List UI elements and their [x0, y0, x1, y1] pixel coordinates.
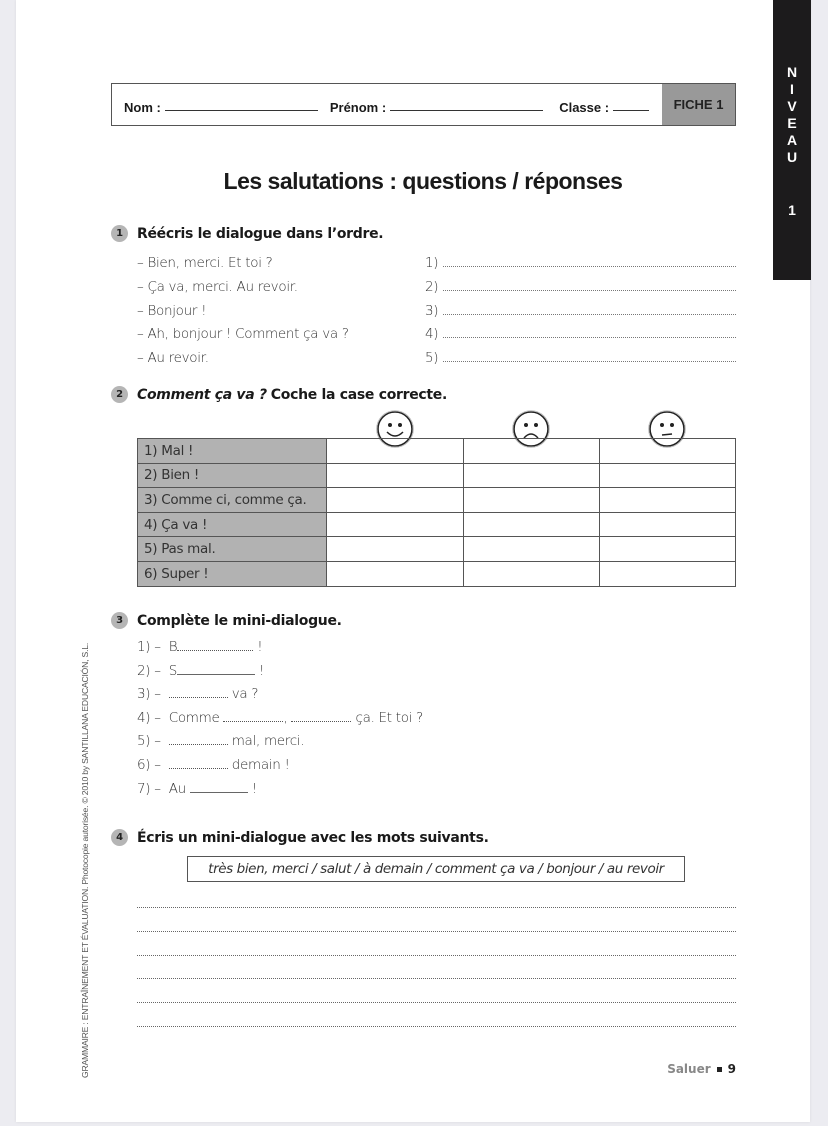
row-suffix: ! [251, 780, 258, 797]
exercise-2-heading [111, 386, 447, 403]
fill-blank[interactable] [169, 732, 228, 745]
answer-number: 1) [425, 255, 439, 271]
page-footer [667, 1062, 736, 1076]
sad-checkbox[interactable] [463, 488, 599, 513]
answer-number: 4) [425, 326, 439, 343]
prenom-blank[interactable] [390, 110, 543, 111]
order-answers [425, 253, 736, 372]
fill-blank[interactable] [190, 780, 248, 793]
answer-row[interactable] [425, 301, 736, 325]
sad-checkbox[interactable] [463, 439, 599, 464]
row-separator: , [283, 709, 288, 726]
footer-section: Saluer [667, 1062, 711, 1076]
exercise-number-badge: 4 [111, 829, 128, 846]
row-number: 4) – [137, 709, 161, 726]
row-number: 7) – [137, 780, 161, 797]
answer-line[interactable] [443, 301, 736, 315]
row-suffix: mal, merci. [231, 733, 305, 750]
dialogue-line: – Ah, bonjour ! Comment ça va ? [137, 326, 349, 343]
page-title: Les salutations : questions / réponses [223, 168, 623, 194]
table-row [138, 512, 736, 537]
neutral-checkbox[interactable] [599, 561, 735, 586]
feeling-checkbox-table [137, 438, 736, 587]
table-row [138, 561, 736, 586]
dialogue-row [137, 731, 423, 755]
answer-number: 2) [425, 278, 439, 295]
row-label: 6) Super ! [138, 561, 327, 586]
row-number: 6) – [137, 756, 161, 773]
row-prefix: Comme [168, 709, 220, 726]
prenom-field[interactable] [330, 95, 543, 115]
dialogue-line: – Au revoir. [137, 350, 209, 367]
writing-line[interactable] [137, 931, 736, 932]
exercise-number-badge: 1 [111, 225, 128, 242]
dialogue-row [137, 779, 423, 803]
happy-checkbox[interactable] [327, 512, 463, 537]
answer-line[interactable] [443, 253, 736, 267]
sad-checkbox[interactable] [463, 463, 599, 488]
neutral-checkbox[interactable] [599, 537, 735, 562]
answer-row[interactable] [425, 253, 736, 277]
row-prefix: S [168, 662, 177, 679]
neutral-checkbox[interactable] [599, 439, 735, 464]
page-number: 9 [727, 1062, 736, 1076]
table-row [138, 488, 736, 513]
niveau-tab [773, 0, 811, 280]
exercise-3-heading [111, 612, 342, 629]
answer-row[interactable] [425, 348, 736, 372]
row-label: 4) Ça va ! [138, 512, 327, 537]
row-suffix: ça. Et toi ? [355, 709, 424, 726]
row-prefix: B [168, 639, 178, 655]
sad-checkbox[interactable] [463, 561, 599, 586]
dialogue-row [137, 661, 423, 685]
happy-checkbox[interactable] [327, 561, 463, 586]
face-header [327, 410, 736, 440]
student-info-header [111, 83, 736, 126]
classe-blank[interactable] [613, 110, 649, 111]
word-bank: très bien, merci / salut / à demain / comment ça va / bonjour / au revoir [187, 856, 685, 882]
happy-checkbox[interactable] [327, 439, 463, 464]
dialogue-row [137, 637, 423, 661]
answer-number: 3) [425, 302, 439, 319]
niveau-letter: V [787, 98, 797, 114]
nom-label: Nom : [124, 99, 161, 115]
nom-blank[interactable] [165, 110, 318, 111]
exercise-4-heading [111, 829, 489, 846]
dialogue-line: – Bonjour ! [137, 302, 207, 319]
niveau-letters [773, 64, 811, 166]
neutral-checkbox[interactable] [599, 488, 735, 513]
dialogue-line: – Ça va, merci. Au revoir. [137, 278, 298, 295]
fill-blank[interactable] [169, 685, 228, 698]
row-suffix: va ? [231, 686, 259, 703]
niveau-letter: A [786, 132, 798, 148]
row-number: 2) – [137, 662, 161, 679]
happy-checkbox[interactable] [327, 463, 463, 488]
happy-checkbox[interactable] [327, 537, 463, 562]
row-label: 5) Pas mal. [138, 537, 327, 562]
dialogue-line: – Bien, merci. Et toi ? [137, 255, 273, 271]
sad-checkbox[interactable] [463, 537, 599, 562]
neutral-checkbox[interactable] [599, 463, 735, 488]
fill-blank[interactable] [177, 662, 255, 675]
row-number: 3) – [137, 686, 161, 703]
row-number: 5) – [137, 733, 161, 750]
row-number: 1) – [137, 639, 161, 655]
exercise-instruction: Coche la case correcte. [270, 386, 448, 403]
row-suffix: ! [257, 639, 263, 655]
classe-field[interactable] [559, 95, 649, 115]
prenom-label: Prénom : [329, 99, 387, 115]
dialogue-row [137, 755, 423, 779]
writing-line[interactable] [137, 978, 736, 979]
answer-line[interactable] [443, 348, 736, 362]
exercise-number-badge: 3 [111, 612, 128, 629]
square-bullet-icon [717, 1067, 722, 1072]
fill-blank[interactable] [169, 756, 228, 769]
row-prefix: Au [168, 780, 186, 797]
dialogue-lines [137, 253, 349, 372]
mini-dialogue [137, 637, 423, 802]
row-label: 2) Bien ! [138, 463, 327, 488]
niveau-letter: N [786, 64, 798, 80]
writing-line[interactable] [137, 1002, 736, 1003]
happy-checkbox[interactable] [327, 488, 463, 513]
nom-field[interactable] [124, 95, 318, 115]
writing-line[interactable] [137, 907, 736, 908]
niveau-letter: U [786, 149, 798, 165]
exercise-instruction-italic: Comment ça va ? [137, 386, 267, 403]
answer-row[interactable] [425, 324, 736, 348]
answer-line[interactable] [443, 277, 736, 291]
exercise-1-heading [111, 225, 383, 242]
row-suffix: ! [258, 662, 265, 679]
writing-line[interactable] [137, 1026, 736, 1027]
row-label: 1) Mal ! [138, 439, 327, 464]
exercise-number-badge: 2 [111, 386, 128, 403]
copyright-note: GRAMMAIRE : ENTRAÎNEMENT ET ÉVALUATION. Photocopie autorisée. © 2010 by SANTILLANA EDUCACIÓN, S.L. [80, 642, 90, 1078]
answer-line[interactable] [443, 324, 736, 338]
table-row [138, 537, 736, 562]
writing-line[interactable] [137, 955, 736, 956]
niveau-letter: I [790, 81, 794, 97]
row-suffix: demain ! [231, 756, 290, 773]
table-row [138, 463, 736, 488]
answer-number: 5) [425, 350, 439, 367]
table-row [138, 439, 736, 464]
classe-label: Classe : [559, 99, 610, 115]
dialogue-row [137, 708, 423, 732]
answer-row[interactable] [425, 277, 736, 301]
fiche-label: FICHE 1 [662, 84, 735, 125]
neutral-checkbox[interactable] [599, 512, 735, 537]
fill-blank[interactable] [223, 709, 283, 722]
exercise-instruction: Complète le mini-dialogue. [137, 612, 342, 629]
fill-blank[interactable] [291, 709, 351, 722]
niveau-number: 1 [788, 202, 796, 218]
dialogue-row [137, 684, 423, 708]
exercise-instruction: Réécris le dialogue dans l’ordre. [137, 225, 384, 242]
fill-blank[interactable] [177, 638, 253, 651]
exercise-instruction: Écris un mini-dialogue avec les mots suivants. [137, 829, 489, 846]
niveau-letter: E [787, 115, 797, 131]
sad-checkbox[interactable] [463, 512, 599, 537]
row-label: 3) Comme ci, comme ça. [138, 488, 327, 513]
